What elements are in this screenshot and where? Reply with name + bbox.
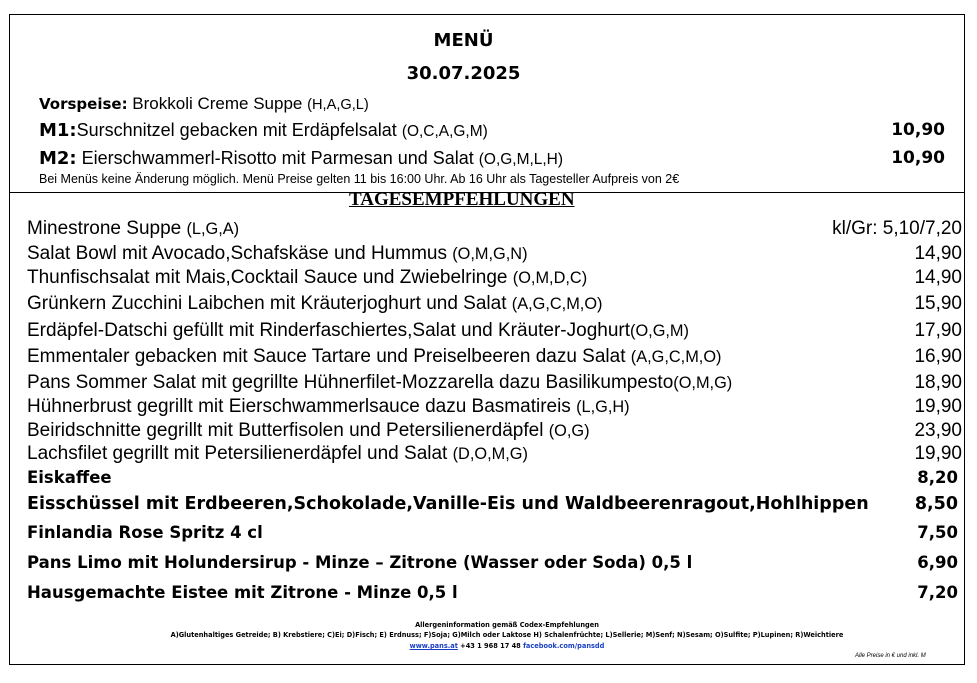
menu-2-allergens: (O,G,M,L,H) [478,151,563,168]
dish-name [27,218,239,240]
drink-name: Hausgemachte Eistee mit Zitrone - Minze 0,5 l [27,583,458,602]
dish-price: 19,90 [914,443,962,464]
drink-row [27,494,962,520]
dish-allergens: (L,G,A) [186,220,240,238]
website-link[interactable]: www.pans.at [409,642,458,650]
dish-name [27,396,630,418]
drink-row [27,468,962,494]
drink-row [27,553,962,579]
dish-price: 19,90 [914,396,962,417]
dish-name [27,420,590,442]
recommendation-row [27,320,962,346]
drink-price: 8,50 [914,494,958,514]
starter-line [39,94,369,114]
starter-label: Vorspeise: [39,95,128,113]
dish-allergens: (L,G,H) [576,398,630,416]
recommendation-row [27,293,962,319]
drink-price: 7,20 [917,583,958,602]
dish-allergens: (O,G,M) [630,322,689,340]
recommendations-heading: TAGESEMPFEHLUNGEN [349,189,575,210]
menu-1-label: M1: [39,120,77,141]
drink-price: 6,90 [917,553,958,572]
recommendation-row [27,372,962,398]
dish-title: Emmentaler gebacken mit Sauce Tartare und Preiselbeeren dazu Salat [27,346,631,367]
recommendation-row [27,267,962,293]
dish-allergens: (D,O,M,G) [452,445,528,463]
menu-date: 30.07.2025 [406,63,521,84]
menu-2-line [39,148,563,169]
menu-2-price: 10,90 [891,148,945,168]
contact-line [0,642,977,650]
dish-price: 16,90 [914,346,962,367]
dish-title: Minestrone Suppe [27,218,187,239]
menu-2-label: M2: [39,148,77,169]
starter-name: Brokkoli Creme Suppe [127,94,308,113]
price-note: Alle Preise in € und inkl. M [855,653,926,659]
dish-allergens: (O,M,G) [673,374,733,392]
dish-allergens: (O,G) [548,422,590,440]
recommendation-row [27,346,962,372]
dish-name [27,443,528,465]
dish-title: Lachsfilet gegrillt mit Petersilienerdäpfel und Salat [27,443,453,464]
dish-name [27,267,587,289]
dish-title: Erdäpfel-Datschi gefüllt mit Rinderfaschiertes,Salat und Kräuter-Joghurt [27,320,631,341]
dish-name [27,320,689,342]
facebook-link[interactable]: facebook.com/pansdd [523,642,605,650]
menu-1-line [39,120,488,141]
drink-name: Eiskaffee [27,468,112,487]
starter-allergens: (H,A,G,L) [307,97,369,113]
dish-name [27,293,602,315]
drink-row [27,583,962,609]
dish-price: 17,90 [914,320,962,341]
drink-name: Eisschüssel mit Erdbeeren,Schokolade,Vanille-Eis und Waldbeerenragout,Hohlhippen [27,494,869,514]
menu-1-name: Surschnitzel gebacken mit Erdäpfelsalat [76,120,402,140]
allergen-title: Allergeninformation gemäß Codex-Empfehlungen [415,621,599,629]
dish-name [27,243,528,265]
menu-1-allergens: (O,C,A,G,M) [401,123,488,140]
dish-name [27,372,732,394]
dish-title: Beiridschnitte gegrillt mit Butterfisolen und Petersilienerdäpfel [27,420,549,441]
dish-allergens: (O,M,D,C) [512,269,588,287]
drink-row [27,523,962,549]
menu-note: Bei Menüs keine Änderung möglich. Menü Preise gelten 11 bis 16:00 Uhr. Ab 16 Uhr als Tagesteller Aufpreis von 2€ [39,172,680,186]
phone-number: +43 1 968 17 48 [457,642,524,650]
menu-1-price: 10,90 [891,120,945,140]
dish-title: Pans Sommer Salat mit gegrillte Hühnerfilet-Mozzarella dazu Basilikumpesto [27,372,674,393]
drink-price: 7,50 [917,523,958,542]
dish-allergens: (A,G,C,M,O) [511,295,603,313]
drink-name: Pans Limo mit Holundersirup - Minze – Zitrone (Wasser oder Soda) 0,5 l [27,553,693,572]
dish-title: Thunfischsalat mit Mais,Cocktail Sauce und Zwiebelringe [27,267,513,288]
dish-allergens: (O,M,G,N) [452,245,528,263]
menu-2-name: Eierschwammerl-Risotto mit Parmesan und Salat [76,148,479,168]
recommendation-row [27,443,962,469]
dish-title: Grünkern Zucchini Laibchen mit Kräuterjoghurt und Salat [27,293,512,314]
dish-title: Hühnerbrust gegrillt mit Eierschwammerlsauce dazu Basmatireis [27,396,577,417]
dish-name [27,346,722,368]
dish-price: 15,90 [914,293,962,314]
recommendation-row [27,218,962,244]
allergen-legend: A)Glutenhaltiges Getreide; B) Krebstiere; C)Ei; D)Fisch; E) Erdnuss; F)Soja; G)Milch oder Laktose H) Schalenfrüchte; L)Sellerie; M)Senf; N)Sesam; O)Sulfite; P)Lupinen; R)Weichtiere [170,631,844,639]
dish-price: 14,90 [914,243,962,264]
dish-price: 14,90 [914,267,962,288]
dish-price: 18,90 [914,372,962,393]
dish-allergens: (A,G,C,M,O) [630,348,722,366]
dish-price: kl/Gr: 5,10/7,20 [832,218,962,239]
menu-title: MENÜ [433,30,494,51]
dish-title: Salat Bowl mit Avocado,Schafskäse und Hummus [27,243,453,264]
recommendation-row [27,243,962,269]
drink-name: Finlandia Rose Spritz 4 cl [27,523,263,542]
drink-price: 8,20 [917,468,958,487]
dish-price: 23,90 [914,420,962,441]
recommendation-row [27,396,962,422]
